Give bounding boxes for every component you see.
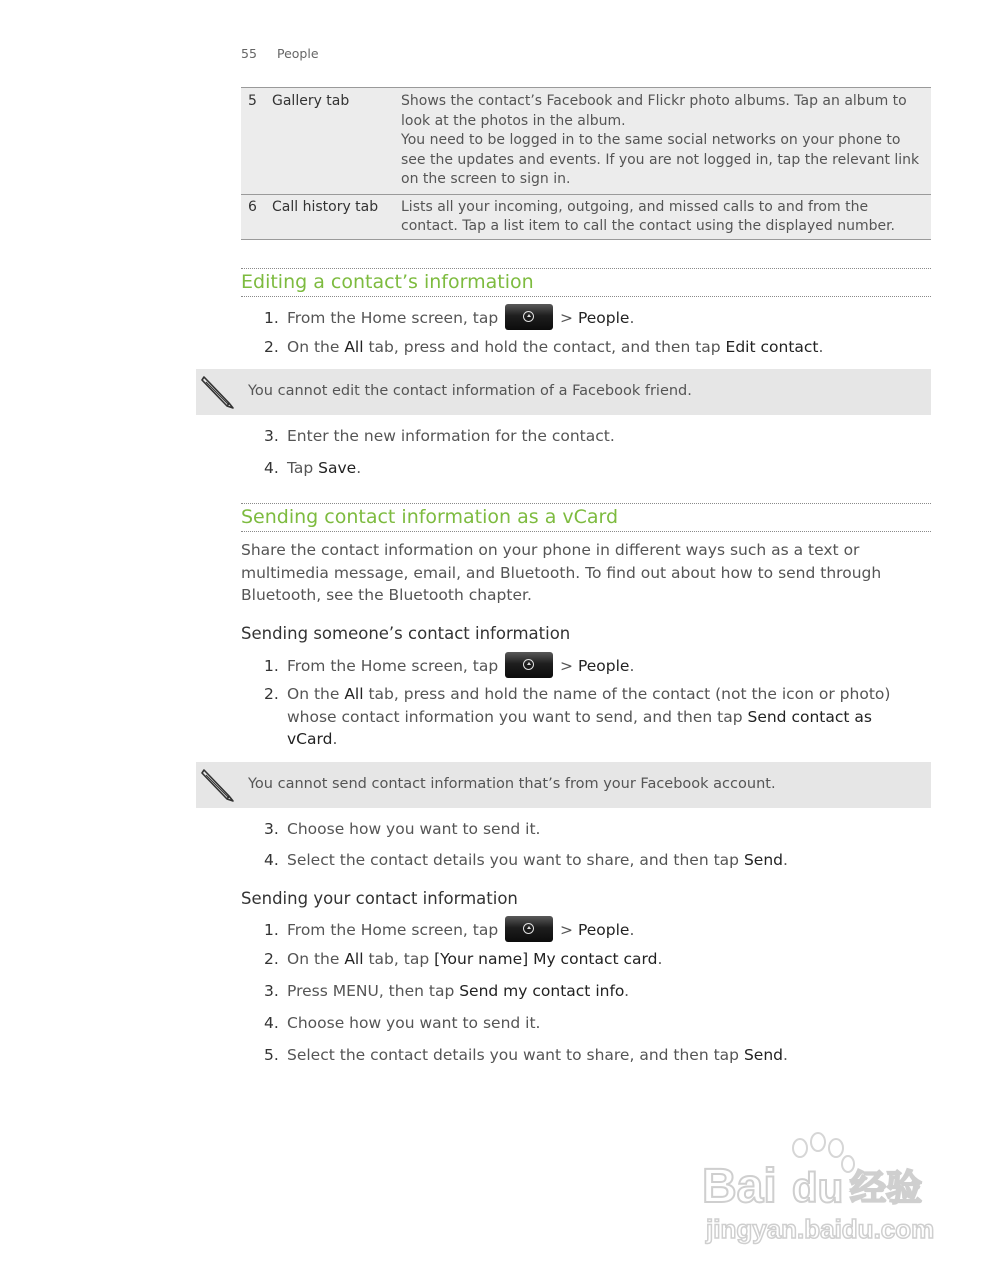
all-apps-button-icon <box>505 652 553 678</box>
page-header <box>241 46 319 61</box>
step-keyword: People <box>577 657 630 675</box>
row-name: Call history tab <box>271 194 395 239</box>
step-keyword: Send <box>743 1046 783 1064</box>
step-text: > <box>555 921 578 939</box>
intro-line: multimedia message, email, and Bluetooth. To find out about how to send through <box>241 563 882 582</box>
step-number: 2. <box>264 950 279 968</box>
subsection-title-yours: Sending your contact information <box>241 889 518 908</box>
desc-line: look at the photos in the album. <box>401 112 626 129</box>
step-keyword: Edit contact <box>725 338 819 356</box>
page-number: 55 <box>241 46 257 61</box>
desc-line: You need to be logged in to the same social networks on your phone to <box>401 132 901 148</box>
desc-line: Shows the contact’s Facebook and Flickr photo albums. Tap an album to <box>401 93 907 109</box>
intro-line: Bluetooth, see the Bluetooth chapter. <box>241 586 532 605</box>
yours-step-3 <box>264 980 629 1003</box>
step-text: From the Home screen, tap <box>287 921 499 939</box>
step-number: 1. <box>264 921 279 939</box>
editing-step-2 <box>264 336 823 359</box>
all-apps-button-icon <box>505 304 553 330</box>
step-text: tab, tap <box>363 950 435 968</box>
step-text: Tap <box>287 459 319 477</box>
step-text: tab, press and hold the contact, and then tap <box>363 338 726 356</box>
watermark-url: jingyan.baidu.com <box>706 1214 935 1244</box>
step-text: Choose how you want to send it. <box>287 820 541 838</box>
yours-step-1 <box>264 916 634 942</box>
yours-step-4 <box>264 1012 540 1035</box>
someone-step-2 <box>264 683 890 751</box>
step-keyword: Send <box>743 851 783 869</box>
step-keyword: vCard <box>287 730 333 749</box>
someone-step-3 <box>264 818 540 841</box>
someone-step-1 <box>264 652 634 678</box>
section-title-vcard <box>241 503 931 532</box>
step-number: 4. <box>264 459 279 477</box>
step-text: Choose how you want to send it. <box>287 1014 541 1032</box>
row-number: 5 <box>241 88 271 195</box>
step-number: 3. <box>264 820 279 838</box>
step-text: . <box>783 1046 788 1064</box>
step-number: 1. <box>264 309 279 327</box>
desc-line: contact. Tap a list item to call the contact using the displayed number. <box>401 218 895 234</box>
step-number: 4. <box>264 851 279 869</box>
step-text: . <box>657 950 663 968</box>
step-text: . <box>629 921 635 939</box>
editing-step-3 <box>264 425 615 448</box>
watermark-brand: Bai <box>702 1160 777 1213</box>
desc-line: Lists all your incoming, outgoing, and missed calls to and from the <box>401 198 869 215</box>
step-keyword: All <box>344 338 364 356</box>
section-title-text: Editing a contact’s information <box>241 271 534 293</box>
step-text: . <box>624 982 630 1000</box>
step-text: Select the contact details you want to share, and then tap <box>287 851 744 869</box>
step-text: tab, press and hold the name of the contact (not the icon or photo) <box>363 685 891 703</box>
section-title-editing <box>241 268 931 297</box>
step-text: Press MENU, then tap <box>287 982 460 1000</box>
step-keyword: All <box>344 685 364 703</box>
desc-line: on the screen to sign in. <box>401 171 571 187</box>
step-text: . <box>356 459 362 477</box>
row-description <box>395 194 931 239</box>
vcard-intro <box>241 539 921 607</box>
section-title-text: Sending contact information as a vCard <box>241 506 619 528</box>
baidu-jingyan-watermark <box>700 1130 940 1250</box>
step-text: . <box>629 657 635 675</box>
step-text: . <box>818 338 824 356</box>
step-text: . <box>332 730 338 749</box>
step-text: . <box>783 851 788 869</box>
editing-step-1 <box>264 304 634 330</box>
step-keyword: People <box>577 921 630 939</box>
table-row <box>241 88 931 195</box>
step-number: 5. <box>264 1046 279 1064</box>
note-box-facebook-send <box>196 762 931 808</box>
intro-line: Share the contact information on your phone in different ways such as a text or <box>241 541 860 559</box>
step-text: On the <box>287 950 345 968</box>
editing-step-4 <box>264 457 361 480</box>
step-keyword: Save <box>318 459 357 477</box>
step-number: 4. <box>264 1014 279 1032</box>
table-row <box>241 194 931 239</box>
note-text: You cannot edit the contact information of a Facebook friend. <box>248 383 692 399</box>
yours-step-5 <box>264 1044 788 1067</box>
contact-tabs-table <box>241 87 931 240</box>
yours-step-2 <box>264 948 662 971</box>
note-text: You cannot send contact information that’s from your Facebook account. <box>248 776 776 792</box>
step-number: 1. <box>264 657 279 675</box>
subsection-title-someone: Sending someone’s contact information <box>241 624 571 643</box>
step-keyword: People <box>577 309 630 327</box>
step-number: 2. <box>264 338 279 356</box>
chapter-name: People <box>277 46 319 61</box>
step-keyword: All <box>344 950 364 968</box>
step-text: . <box>629 309 635 327</box>
step-text: whose contact information you want to send, and then tap <box>287 707 748 726</box>
step-text: On the <box>287 338 345 356</box>
step-text: Enter the new information for the contact. <box>287 427 615 445</box>
desc-line: see the updates and events. If you are not logged in, tap the relevant link <box>401 151 920 168</box>
step-text: > <box>555 309 578 327</box>
step-number: 3. <box>264 982 279 1000</box>
step-keyword: Send my contact info <box>459 982 625 1000</box>
step-keyword: [Your name] My contact card <box>434 950 658 968</box>
step-text: From the Home screen, tap <box>287 657 499 675</box>
pencil-icon <box>198 373 236 411</box>
watermark-cn: 经验 <box>850 1167 923 1208</box>
step-text: From the Home screen, tap <box>287 309 499 327</box>
step-text: On the <box>287 685 345 703</box>
step-text: > <box>555 657 578 675</box>
step-keyword: Send contact as <box>747 707 872 726</box>
row-name: Gallery tab <box>271 88 395 195</box>
someone-step-4 <box>264 849 788 872</box>
step-text: Select the contact details you want to share, and then tap <box>287 1046 744 1064</box>
all-apps-button-icon <box>505 916 553 942</box>
note-box-facebook-edit <box>196 369 931 415</box>
pencil-icon <box>198 766 236 804</box>
step-number: 3. <box>264 427 279 445</box>
row-description <box>395 88 931 195</box>
step-number: 2. <box>264 685 279 703</box>
watermark-brand-2: du <box>792 1164 844 1211</box>
row-number: 6 <box>241 194 271 239</box>
